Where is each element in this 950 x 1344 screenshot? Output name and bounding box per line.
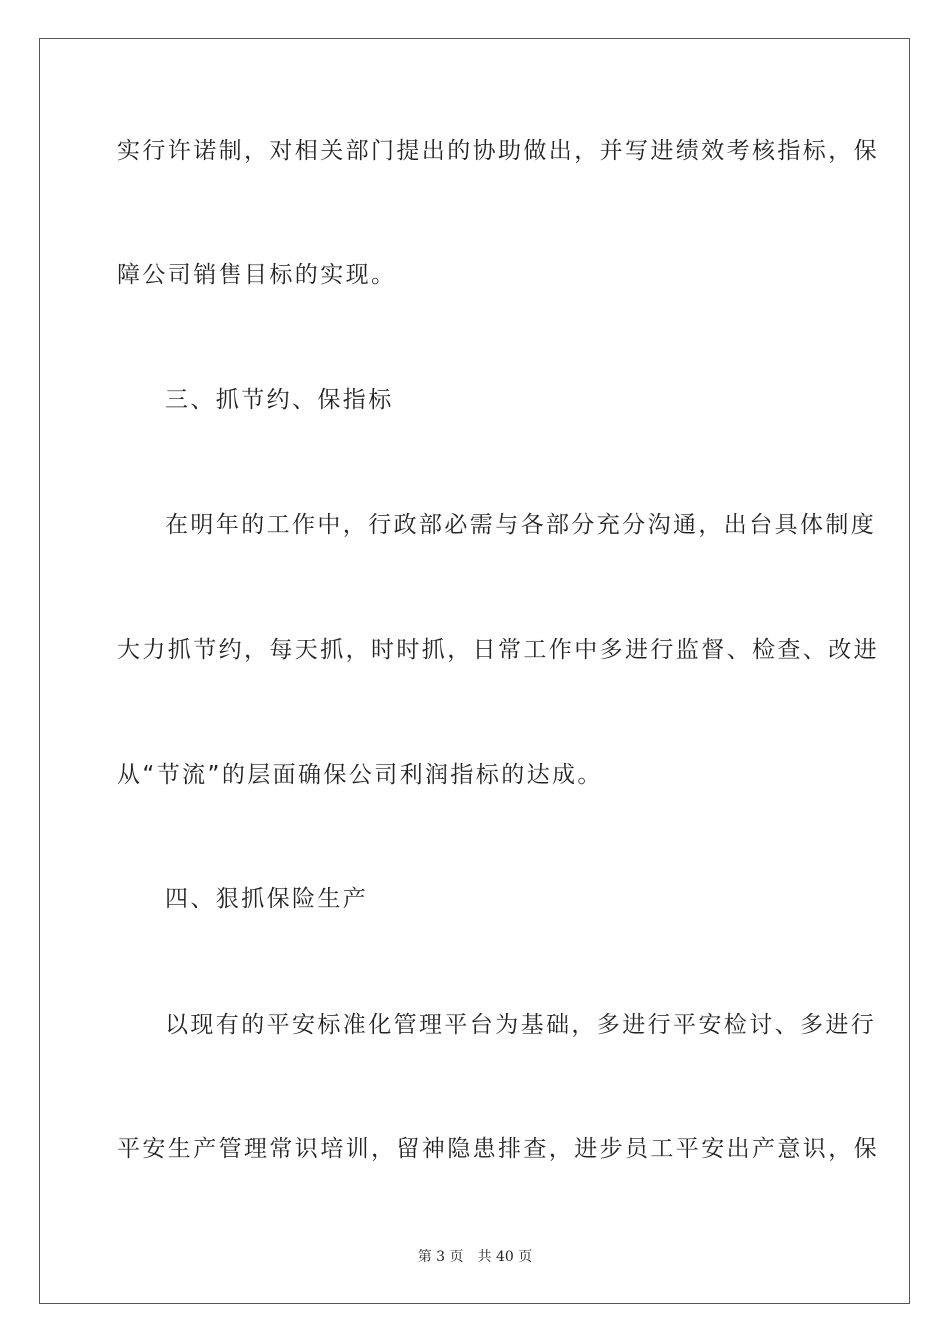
page-footer [0,1247,950,1267]
section-heading-3: 三、抓节约、保指标 [165,387,394,413]
page-number: 第 3 页 [417,1249,464,1265]
body-line-5: 大力抓节约，每天抓，时时抓，日常工作中多进行监督、检查、改进 [117,637,879,663]
page-total: 共 40 页 [477,1249,533,1265]
body-line-2: 障公司销售目标的实现。 [117,262,397,288]
body-line-6: 从“节流”的层面确保公司利润指标的达成。 [117,762,603,788]
body-line-8: 以现有的平安标准化管理平台为基础，多进行平安检讨、多进行 [165,1012,877,1038]
body-line-9: 平安生产管理常识培训，留神隐患排查，进步员工平安出产意识，保 [117,1136,879,1162]
section-heading-4: 四、狠抓保险生产 [165,886,369,912]
body-line-4: 在明年的工作中，行政部必需与各部分充分沟通，出台具体制度 [165,512,877,538]
page-border [39,38,910,1304]
body-line-1: 实行许诺制，对相关部门提出的协助做出，并写进绩效考核指标，保 [117,138,879,164]
